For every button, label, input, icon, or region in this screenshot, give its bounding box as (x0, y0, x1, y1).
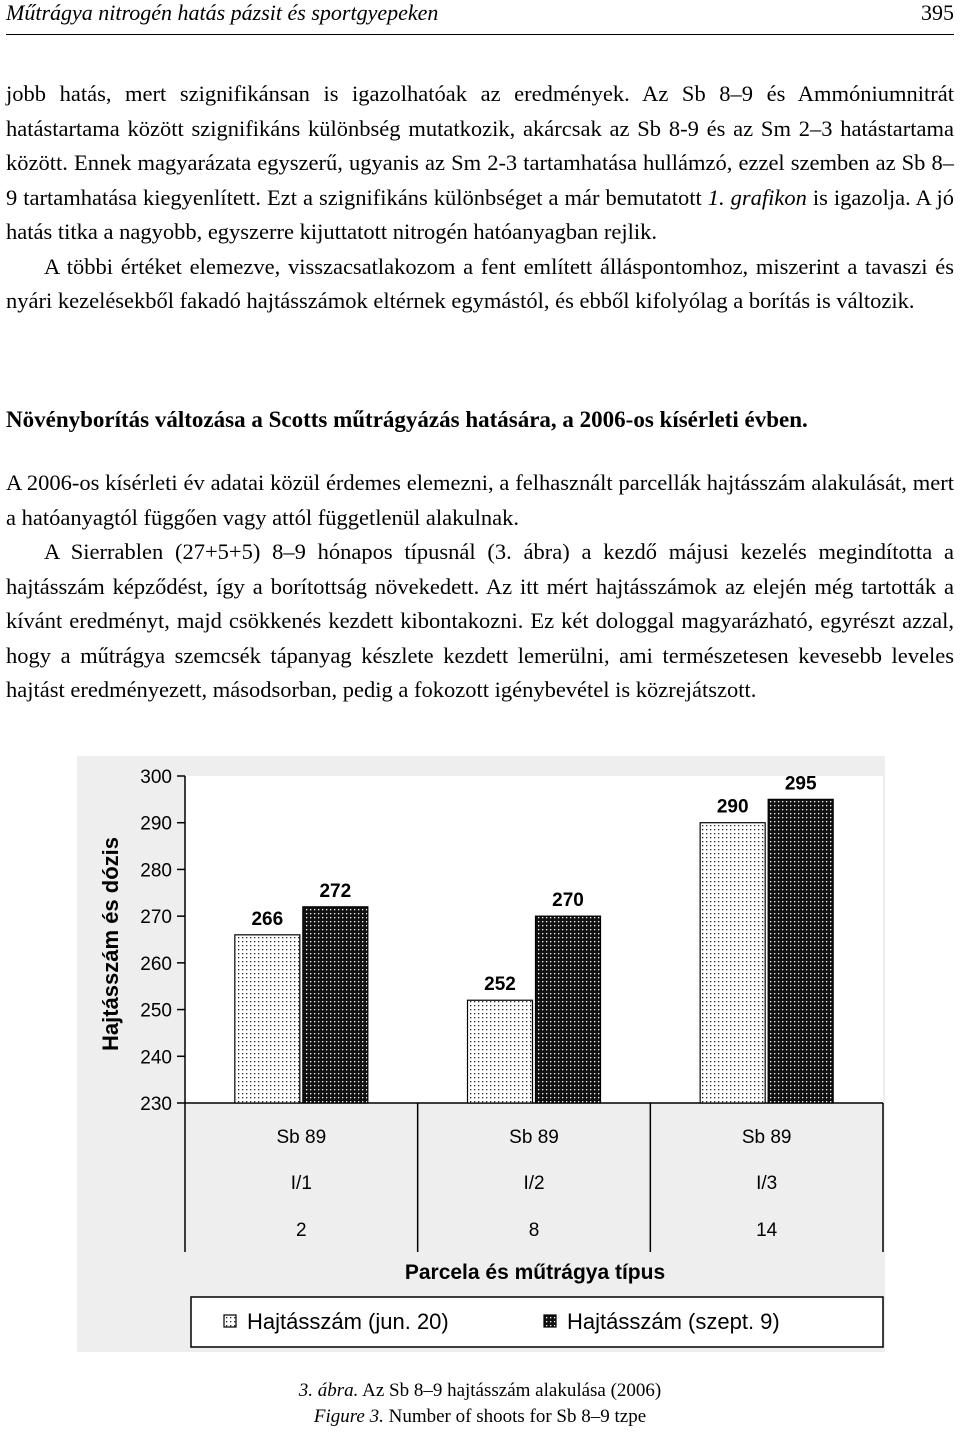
bar-value-label: 295 (784, 773, 817, 795)
text-segment: A Sierrablen (27+5+5) 8–9 hónapos típusnál (3. ábra) a kezdő májusi kezelés megindította a hajtásszám képződést, így a borítottság növekedett. Az itt mért hajtásszámok az elején még tartották a kívánt eredményt, majd csökkenés kezdett kibontakozni. Ez két dologgal magyarázható, egyrészt azzal, hogy a műtrágya szemcsék tápanyag készlete kezdett lemerülni, ami természetesen kevesebb leveles hajtást eredményezett, másodsorban, pedig a fokozott igénybevétel is közrejátszott. (6, 539, 954, 702)
text-segment: jobb hatás, mert szignifikánsan is igazolhatóak az eredmények. Az Sb 8–9 és Ammóniumnitrát hatástartama között szignifikáns különbség mutatkozik, akárcsak az Sb 8-9 és az Sm 2–3 hatástartama között. Ennek magyarázata egyszerű, ugyanis az Sm 2-3 tartamhatása hullámzó, ezzel szemben az Sb 8–9 tartamhatása kiegyenlített. Ezt a szignifikáns különbséget a már bemutatott (6, 81, 954, 210)
bar-jun (235, 935, 300, 1103)
bar-chart (77, 756, 885, 1352)
bar-value-label: 270 (552, 890, 584, 912)
y-tick-label: 280 (140, 860, 172, 882)
paragraph (6, 77, 954, 250)
paragraph (6, 535, 954, 708)
bar-jun (700, 823, 765, 1103)
bar-szept (303, 907, 368, 1103)
category-label-line3: 2 (296, 1220, 307, 1241)
category-label-line1: Sb 89 (509, 1127, 559, 1148)
paragraph (6, 250, 954, 319)
caption-text: Az Sb 8–9 hajtásszám alakulása (2006) (358, 1380, 662, 1401)
caption-text: Number of shoots for Sb 8–9 tzpe (383, 1406, 647, 1427)
figure-caption-hu (0, 1380, 960, 1402)
italic-reference: 1. grafikon (707, 184, 807, 210)
y-axis-title: Hajtásszám és dózis (98, 837, 123, 1051)
bar-value-label: 266 (251, 908, 284, 930)
body-text-block-2 (6, 466, 954, 708)
y-tick-label: 290 (140, 813, 172, 835)
legend-swatch (544, 1315, 556, 1327)
caption-label: 3. ábra. (298, 1380, 359, 1401)
bar-szept (536, 916, 601, 1103)
section-heading: Növényborítás változása a Scotts műtrágyázás hatására, a 2006-os kísérleti évben. (6, 407, 808, 432)
y-tick-label: 300 (140, 767, 172, 788)
bar-chart-figure (77, 756, 885, 1352)
text-segment: is igazolja. A jó hatás titka a nagyobb, egyszerre kijuttatott nitrogén hatóanyagban rejlik. (6, 184, 954, 244)
bar-szept (768, 799, 833, 1103)
bar-value-label: 290 (716, 796, 749, 818)
x-axis-title: Parcela és műtrágya típus (404, 1261, 666, 1284)
category-label-line3: 14 (756, 1220, 778, 1241)
category-label-line3: 8 (528, 1220, 540, 1241)
legend-swatch (224, 1315, 236, 1327)
text-segment: A 2006-os kísérleti év adatai közül érdemes elemezni, a felhasznált parcellák hajtásszám alakulását, mert a hatóanyagtól függően vagy attól függetlenül alakulnak. (6, 470, 954, 530)
legend-label: Hajtásszám (jun. 20) (247, 1309, 449, 1334)
bar-value-label: 272 (319, 880, 352, 902)
running-title: Műtrágya nitrogén hatás pázsit és sportgyepeken (6, 0, 439, 25)
y-tick-label: 270 (140, 907, 172, 929)
caption-label: Figure 3. (313, 1406, 384, 1427)
y-tick-label: 250 (140, 1000, 172, 1022)
paragraph (6, 466, 954, 535)
y-tick-label: 260 (140, 953, 172, 975)
text-segment: A többi értéket elemezve, visszacsatlakozom a fent említett álláspontomhoz, miszerint a tavaszi és nyári kezelésekből fakadó hajtásszámok eltérnek egymástól, és ebből kifolyólag a borítás is változik. (6, 253, 954, 313)
bar-jun (468, 1000, 533, 1103)
page-header (6, 0, 954, 35)
bar-value-label: 252 (484, 974, 516, 996)
y-tick-label: 230 (140, 1094, 172, 1115)
category-label-line1: Sb 89 (741, 1127, 792, 1148)
category-label-line2: I/1 (290, 1173, 312, 1194)
body-text-block-1 (6, 77, 954, 319)
figure-caption-en (0, 1406, 960, 1428)
legend-label: Hajtásszám (szept. 9) (567, 1309, 780, 1334)
category-label-line2: I/2 (523, 1173, 545, 1194)
category-label-line1: Sb 89 (276, 1127, 327, 1148)
page-number: 395 (921, 0, 954, 25)
category-label-line2: I/3 (756, 1173, 778, 1194)
y-tick-label: 240 (140, 1047, 172, 1069)
